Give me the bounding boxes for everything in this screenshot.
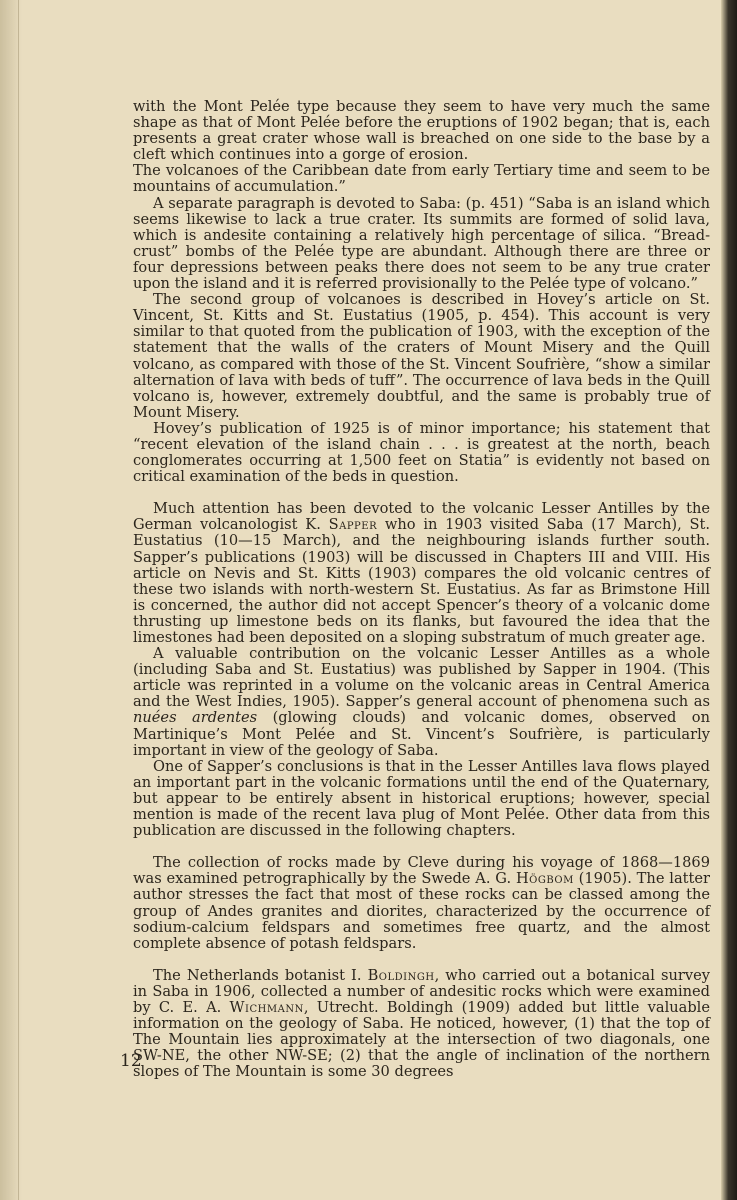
author-name-sapper: Sapper: [328, 516, 378, 534]
paragraph-6: [133, 501, 710, 646]
paragraph-10-text-b: , who carried out a botanical survey in Saba in 1906, collected a number of andesitic rocks which were examined by C. E. A.: [133, 966, 710, 1016]
paragraph-10: [133, 968, 710, 1081]
paragraph-7-text-a: A valuable contribution on the volcanic Lesser Antilles as a whole (including Saba and St. Eustatius) was published by Sapper in 1904. (This article was reprinted in a volume on the volcanic areas in Central America and the West Indies, 1905). Sapper’s general account of phenomena such as: [133, 645, 710, 711]
author-name-hogbom: Högbom: [515, 870, 574, 888]
paragraph-8: One of Sapper’s conclusions is that in the Lesser Antilles lava flows played an important part in the volcanic formations until the end of the Quaternary, but appear to be entirely absent in historical eruptions; however, special mention is made of the recent lava plug of Mont Pelée. Other data from this publication are discussed in the following chapters.: [133, 757, 710, 840]
page-number: 12: [120, 1051, 142, 1071]
paragraph-3: A separate paragraph is devoted to Saba: (p. 451) “Saba is an island which seems likewise to lack a true crater. Its summits are formed of solid lava, which is andesite containing a relatively high percentage of silica. “Bread-crust” bombs of the Pelée type are abundant. Although there are three or four depressions between peaks there does not seem to be any true crater upon the island and it is referred provisionally to the Pelée type of volcano.”: [133, 194, 710, 293]
body-text: [133, 99, 710, 1080]
paragraph-10-text-c: , Utrecht. Boldingh (1909) added but little valuable information on the geology of Saba. He noticed, however, (1) that the top of The Mountain lies approximately at the intersection of two diagonals, one SW-NE, the other NW-SE; (2) that the angle of inclination of the northern slopes of The Mountain is some 30 degrees: [133, 998, 710, 1081]
italic-term-nuees-ardentes: nuées ardentes: [133, 709, 258, 727]
paragraph-4: The second group of volcanoes is described in Hovey’s article on St. Vincent, St. Kitts and St. Eustatius (1905, p. 454). This account is very similar to that quoted from the publication of 1903, with the exception of the statement that the walls of the craters of Mount Misery and the Quill volcano, as compared with those of the St. Vincent Soufrière, “show a similar alternation of lava with beds of tuff”. The occurrence of lava beds in the Quill volcano is, however, extremely doubtful, and the same is probably true of Mount Misery.: [133, 291, 710, 421]
paragraph-9-text-a: The collection of rocks made by Cleve during his voyage of 1868—1869 was examined petrographically by the Swede A. G.: [133, 854, 710, 888]
page-right-edge: [721, 0, 737, 1200]
paragraph-5: Hovey’s publication of 1925 is of minor importance; his statement that “recent elevation of the island chain . . . is greatest at the north, beach conglomerates occurring at 1,500 feet on Statia” is evidently not based on critical examination of the beds in question.: [133, 419, 710, 486]
paragraph-1: with the Mont Pelée type because they seem to have very much the same shape as that of Mont Pelée before the eruptions of 1902 began; that is, each presents a great crater whose wall is breached on one side to the base by a cleft which continues into a gorge of erosion.: [133, 98, 710, 164]
paragraph-10-text-a: The Netherlands botanist I.: [153, 966, 368, 984]
paragraph-7: [133, 646, 710, 759]
paragraph-2: The volcanoes of the Caribbean date from early Tertiary time and seem to be mountains of accumulation.”: [133, 162, 710, 196]
paragraph-6-text-a: Much attention has been devoted to the volcanic Lesser Antilles by the German volcanologist K.: [133, 500, 710, 534]
paragraph-7-text-b: (glowing clouds) and volcanic domes, observed on Martinique’s Mont Pelée and St. Vincent’s Soufrière, is particularly important in view of the geology of Saba.: [133, 709, 710, 759]
author-name-wichmann: Wichmann: [229, 998, 304, 1016]
page-fold-line: [18, 0, 19, 1200]
paragraph-9-text-b: (1905). The latter author stresses the fact that most of these rocks can be classed among the group of Andes granites and diorites, characterized by the occurrence of sodium-calcium feldspars and sometimes free quartz, and the almost complete absence of potash feldspars.: [133, 870, 711, 952]
author-name-boldingh: Boldingh: [367, 966, 435, 984]
paragraph-6-text-b: who in 1903 visited Saba (17 March), St. Eustatius (10—15 March), and the neighbouring islands further south. Sapper’s publications (1903) will be discussed in Chapters III and VIII. His article on Nevis and St. Kitts (1903) compares the old volcanic centres of these two islands with north-western St. Eustatius. As far as Brimstone Hill is concerned, the author did not accept Spencer’s theory of a volcanic dome thrusting up limestone beds on its flanks, but favoured the idea that the limestones had been deposited on a sloping substratum of much greater age.: [133, 516, 711, 646]
paragraph-9: [133, 855, 710, 952]
